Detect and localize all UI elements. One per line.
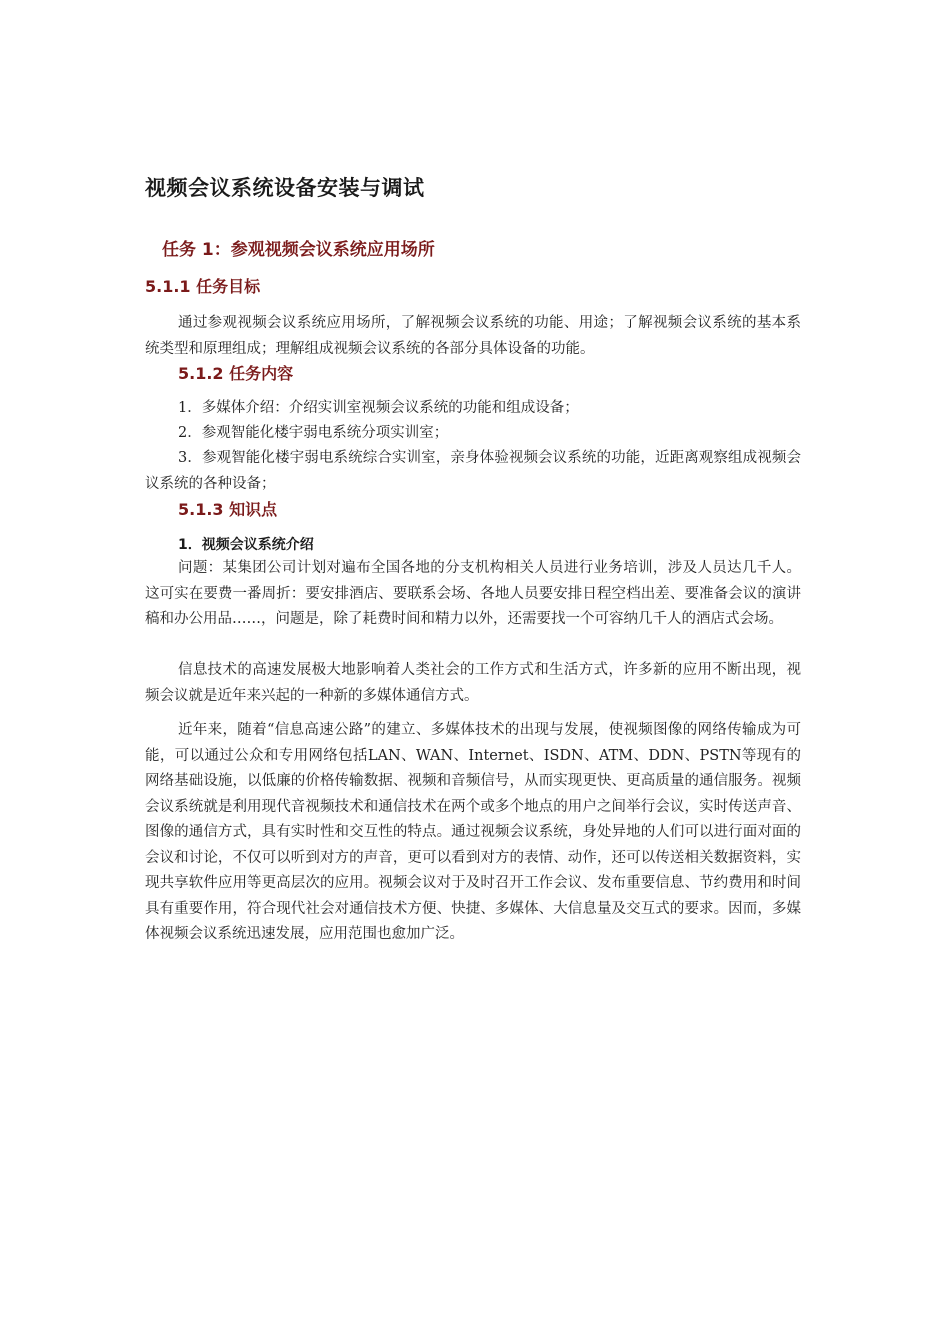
section-heading-5-1-1: 5.1.1 任务目标 <box>145 277 261 296</box>
task-heading: 任务 1：参观视频会议系统应用场所 <box>162 240 435 260</box>
document-title: 视频会议系统设备安装与调试 <box>145 176 425 200</box>
problem-paragraph: 问题：某集团公司计划对遍布全国各地的分支机构相关人员进行业务培训，涉及人员达几千人。这可实在要费一番周折：要安排酒店、要联系会场、各地人员要安排日程空档出差、要准备会议的演讲稿和办公用品……，问题是，除了耗费时间和精力以外，还需要找一个可容纳几千人的酒店式会场。 <box>145 560 801 627</box>
it-development-paragraph: 信息技术的高速发展极大地影响着人类社会的工作方式和生活方式，许多新的应用不断出现，视频会议就是近年来兴起的一种新的多媒体通信方式。 <box>145 662 801 704</box>
section-heading-5-1-2: 5.1.2 任务内容 <box>178 364 294 383</box>
content-item-1: 1．多媒体介绍：介绍实训室视频会议系统的功能和组成设备； <box>178 400 579 416</box>
section-heading-5-1-3: 5.1.3 知识点 <box>178 500 278 519</box>
video-conference-paragraph: 近年来，随着“信息高速公路”的建立、多媒体技术的出现与发展，使视频图像的网络传输成为可能，可以通过公众和专用网络包括LAN、WAN、Internet、ISDN、ATM、DDN、PSTN等现有的网络基础设施，以低廉的价格传输数据、视频和音频信号，从而实现更快、更高质量的通信服务。视频会议系统就是利用现代音视频技术和通信技术在两个或多个地点的用户之间举行会议，实时传送声音、图像的通信方式，具有实时性和交互性的特点。通过视频会议系统，身处异地的人们可以进行面对面的会议和讨论，不仅可以听到对方的声音，更可以看到对方的表情、动作，还可以传送相关数据资料，实现共享软件应用等更高层次的应用。视频会议对于及时召开工作会议、发布重要信息、节约费用和时间具有重要作用，符合现代社会对通信技术方便、快捷、多媒体、大信息量及交互式的要求。因而，多媒体视频会议系统迅速发展，应用范围也愈加广泛。 <box>145 722 801 942</box>
goal-paragraph: 通过参观视频会议系统应用场所，了解视频会议系统的功能、用途；了解视频会议系统的基本系统类型和原理组成；理解组成视频会议系统的各部分具体设备的功能。 <box>145 315 801 357</box>
knowledge-subheading: 1．视频会议系统介绍 <box>178 537 314 553</box>
content-item-2: 2．参观智能化楼宇弱电系统分项实训室； <box>178 425 449 441</box>
content-item-3: 3．参观智能化楼宇弱电系统综合实训室，亲身体验视频会议系统的功能，近距离观察组成视频会议系统的各种设备； <box>145 450 801 492</box>
